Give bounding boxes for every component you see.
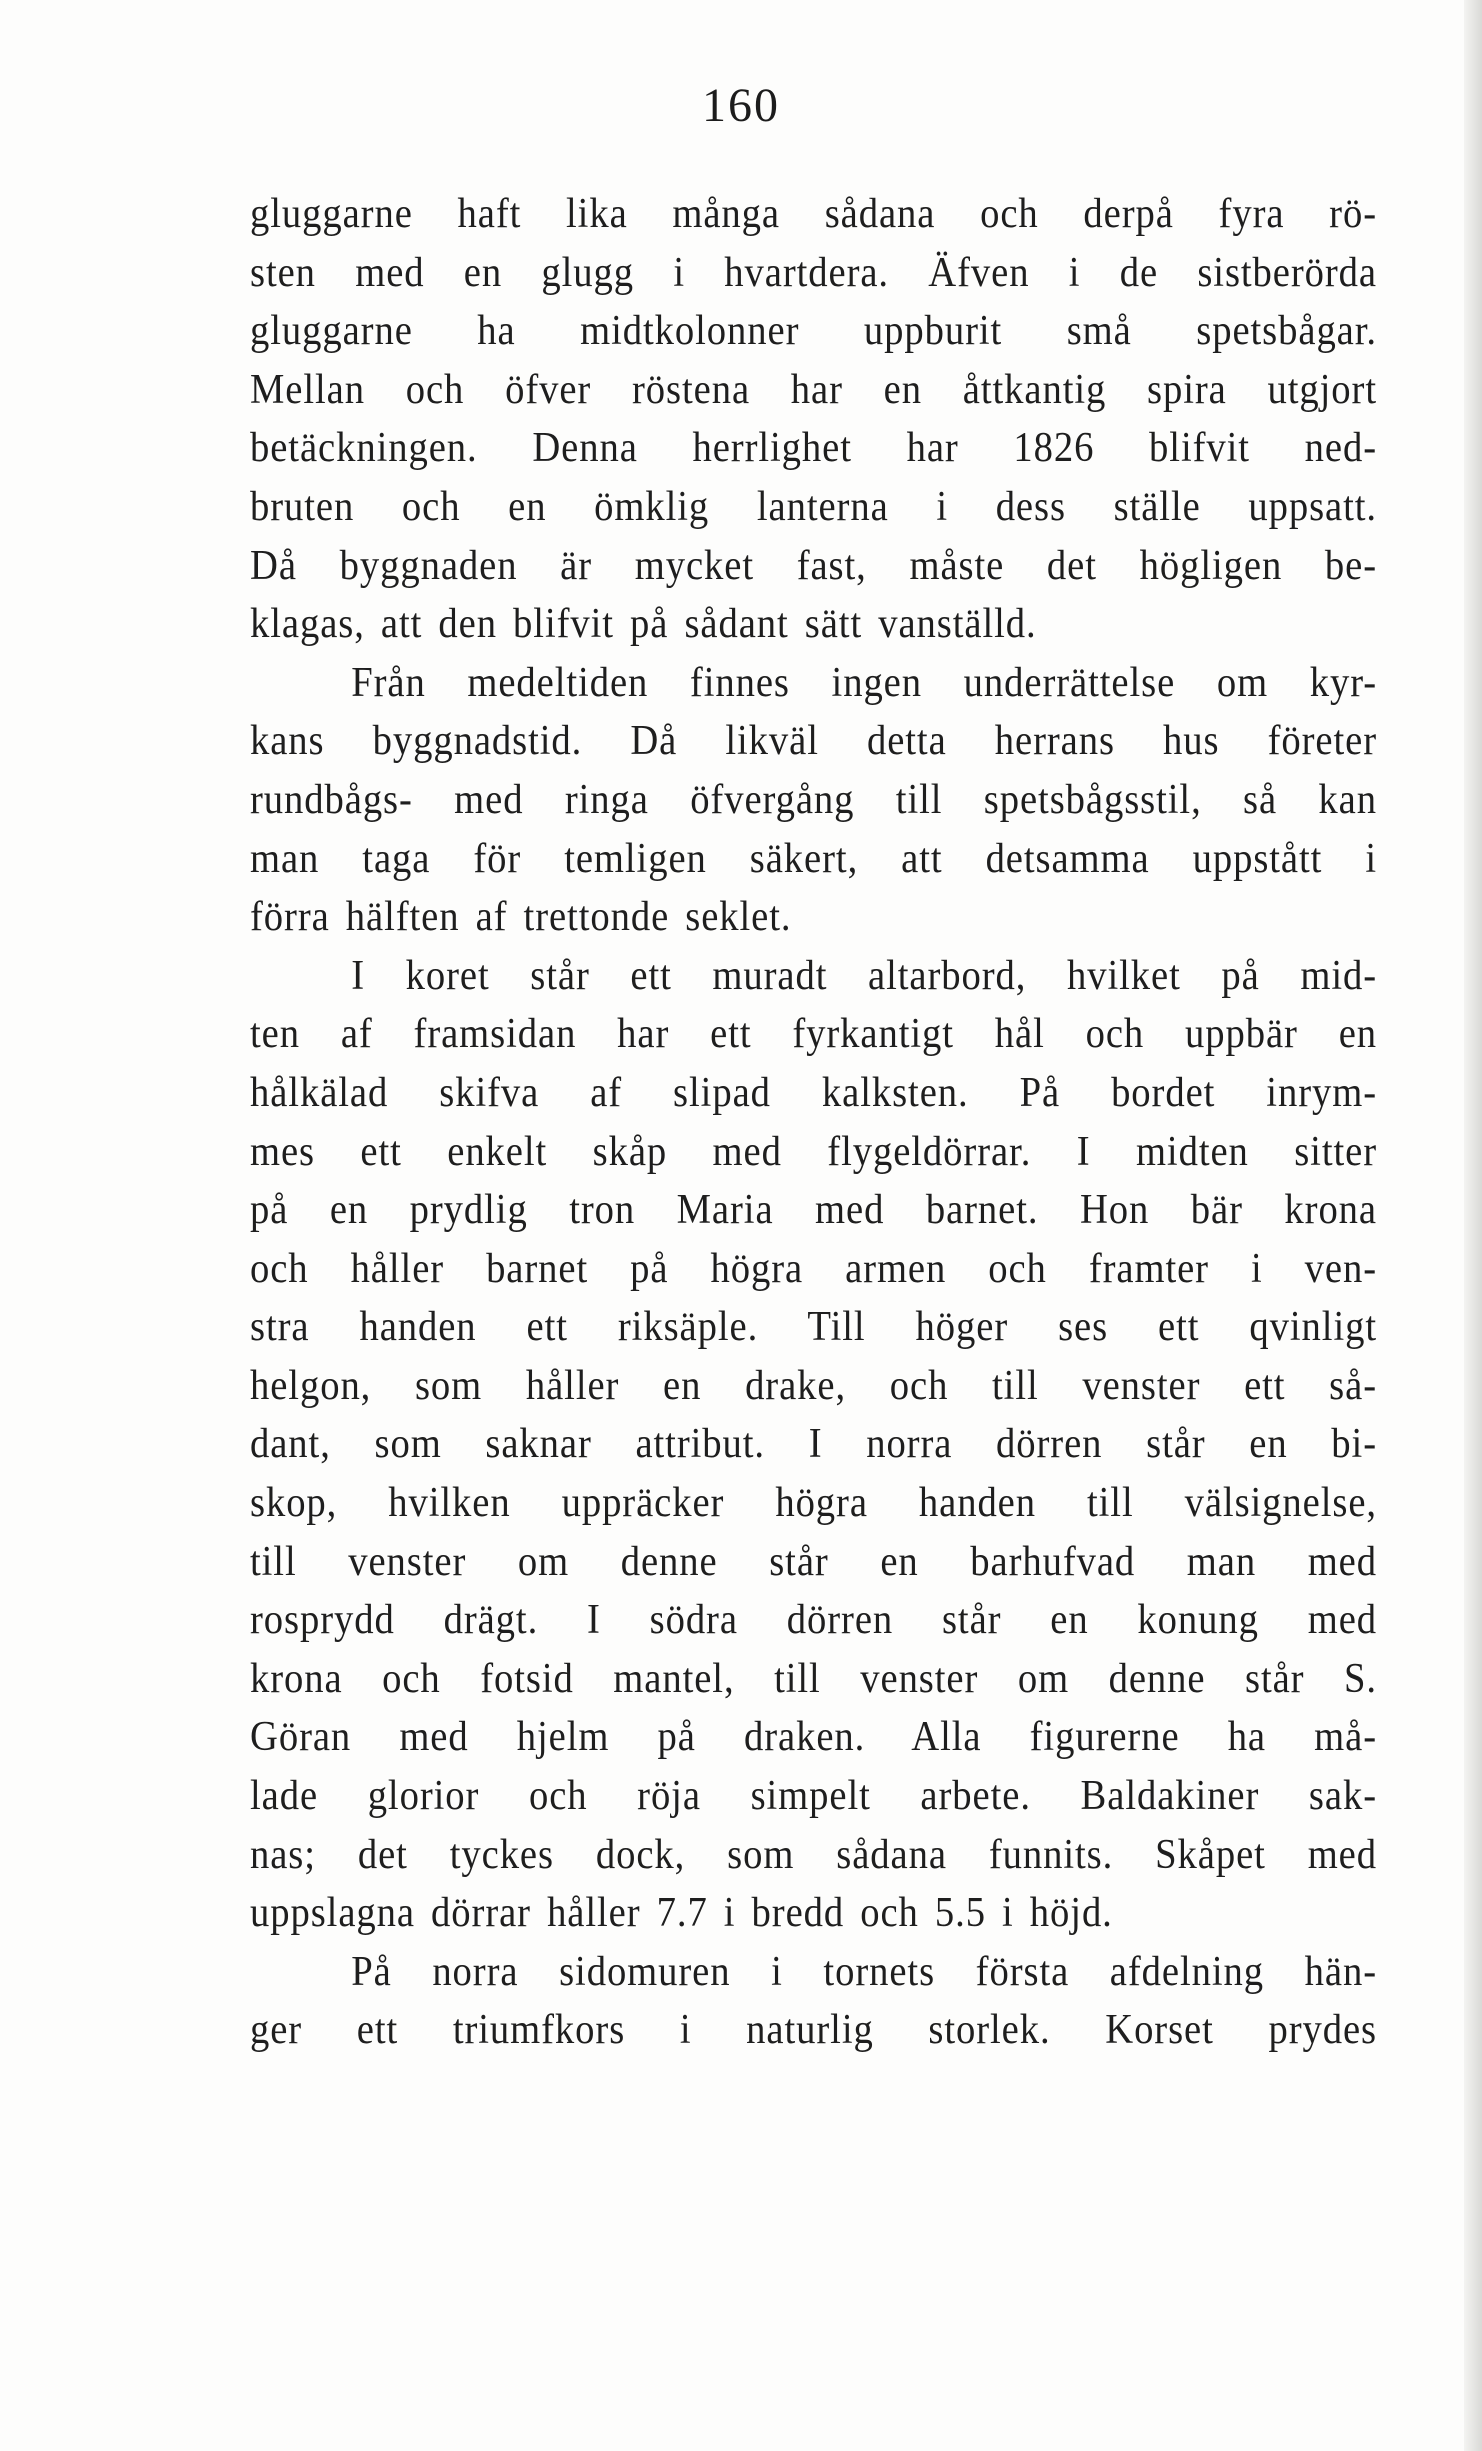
text-line: skop, hvilken uppräcker högra handen till välsignelse, xyxy=(250,1480,1377,1527)
page-number: 160 xyxy=(702,79,780,132)
text-line: Mellan och öfver röstena har en åttkantig spira utgjort xyxy=(250,366,1377,413)
text-line: I koret står ett muradt altarbord, hvilket på mid- xyxy=(351,952,1378,999)
text-line: till venster om denne står en barhufvad man med xyxy=(250,1538,1377,1585)
page-edge-shadow xyxy=(1464,0,1482,2451)
text-line: betäckningen. Denna herrlighet har 1826 blifvit ned- xyxy=(250,425,1377,472)
text-line: hålkälad skifva af slipad kalksten. På bordet inrym- xyxy=(250,1069,1377,1116)
text-line: lade glorior och röja simpelt arbete. Baldakiner sak- xyxy=(250,1773,1377,1820)
text-line: man taga för temligen säkert, att detsamma uppstått i xyxy=(250,835,1377,882)
text-line: ten af framsidan har ett fyrkantigt hål och uppbär en xyxy=(250,1011,1377,1058)
text-line: helgon, som håller en drake, och till venster ett så- xyxy=(250,1362,1377,1409)
text-line: uppslagna dörrar håller 7.7 i bredd och 5.5 i höjd. xyxy=(250,1890,1113,1937)
text-line: stra handen ett riksäple. Till höger ses ett qvinligt xyxy=(250,1304,1377,1351)
text-line: förra hälften af trettonde seklet. xyxy=(250,894,792,941)
text-line: På norra sidomuren i tornets första afdelning hän- xyxy=(351,1948,1378,1995)
text-line: ger ett triumfkors i naturlig storlek. Korset prydes xyxy=(250,2007,1377,2054)
text-line: sten med en glugg i hvartdera. Äfven i de sistberörda xyxy=(250,249,1377,296)
text-line: Från medeltiden finnes ingen underrättelse om kyr- xyxy=(351,659,1378,706)
text-line: på en prydlig tron Maria med barnet. Hon bär krona xyxy=(250,1187,1377,1234)
text-line: gluggarne ha midtkolonner uppburit små spetsbågar. xyxy=(250,308,1377,355)
text-line: bruten och en ömklig lanterna i dess ställe uppsatt. xyxy=(250,483,1377,530)
text-line: mes ett enkelt skåp med flygeldörrar. I midten sitter xyxy=(250,1128,1377,1175)
text-line: krona och fotsid mantel, till venster om denne står S. xyxy=(250,1655,1377,1702)
text-line: dant, som saknar attribut. I norra dörren står en bi- xyxy=(250,1421,1377,1468)
text-line: klagas, att den blifvit på sådant sätt vanställd. xyxy=(250,601,1037,648)
text-line: rosprydd drägt. I södra dörren står en konung med xyxy=(250,1597,1377,1644)
text-line: rundbågs- med ringa öfvergång till spetsbågsstil, så kan xyxy=(250,776,1377,823)
body-text xyxy=(250,185,1377,2060)
text-line: Göran med hjelm på draken. Alla figurerne ha må- xyxy=(250,1714,1377,1761)
text-line: gluggarne haft lika många sådana och derpå fyra rö- xyxy=(250,191,1377,237)
text-line: och håller barnet på högra armen och framter i ven- xyxy=(250,1245,1377,1292)
text-line: nas; det tyckes dock, som sådana funnits. Skåpet med xyxy=(250,1831,1377,1878)
text-line: Då byggnaden är mycket fast, måste det högligen be- xyxy=(250,542,1377,589)
text-line: kans byggnadstid. Då likväl detta herrans hus företer xyxy=(250,718,1377,765)
